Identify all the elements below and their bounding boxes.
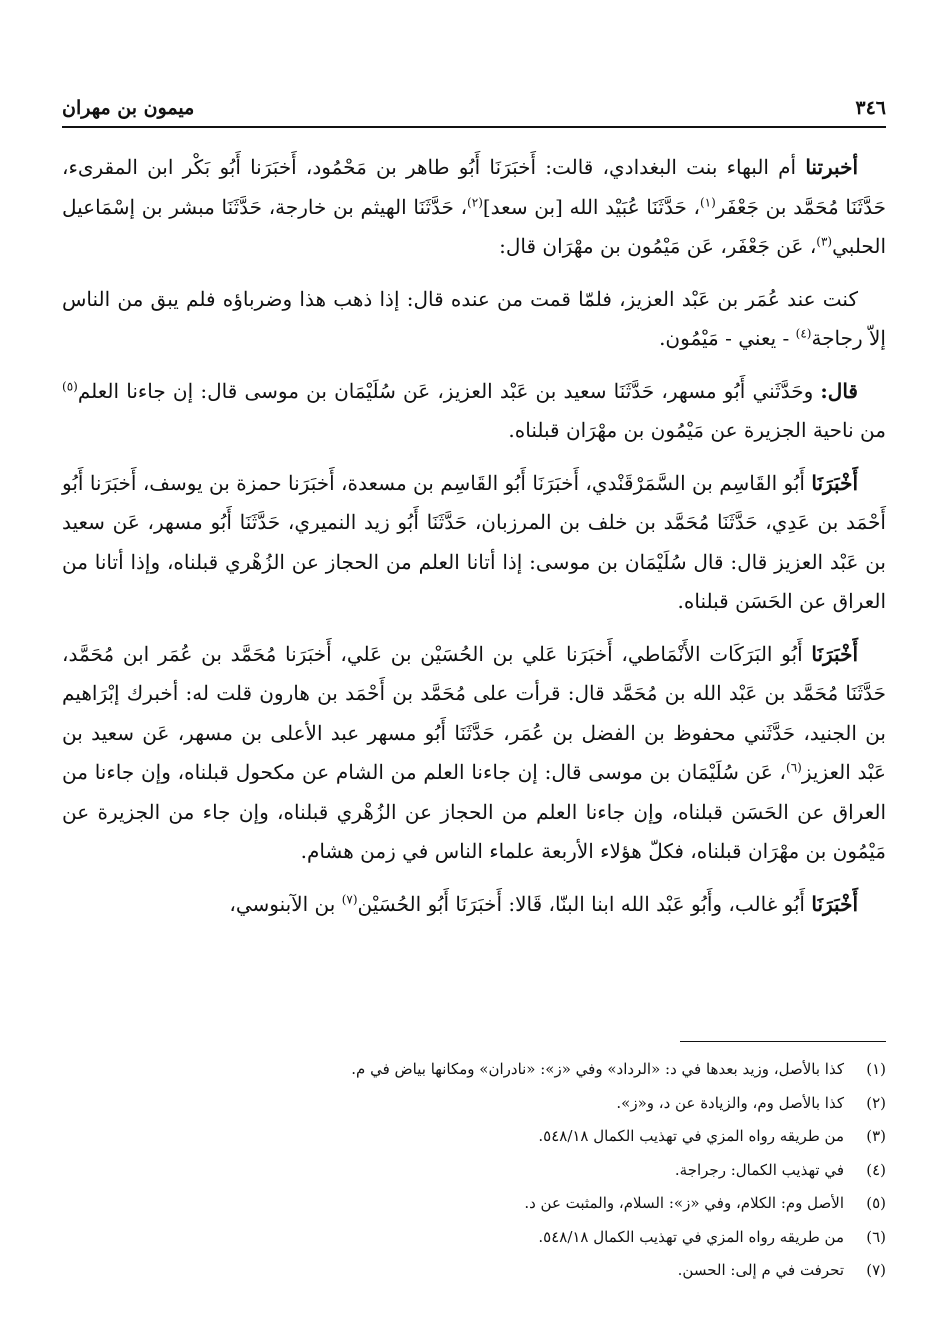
footnote-ref: (٦) [786,760,802,775]
footnote-number: (١) [866,1060,886,1078]
footnote-text: كذا بالأصل وم، والزيادة عن د، و«ز». [616,1093,844,1112]
paragraph-text: أم البهاء بنت البغدادي، قالت: أَخبَرَنَا أَبُو طاهر بن مَحْمُود، أَخبَرَنا أَبُو بَكْر ابن المقرىء، حَدَّثَنَا مُحَمَّد بن جَعْفَر [62,155,886,219]
footnote-ref: (٧) [341,891,358,906]
paragraph-lead: أخبرتنا [805,155,858,179]
paragraph [62,464,886,622]
footnote-text: كذا بالأصل، وزيد بعدها في د: «الرداد» وفي «ز»: «نادران» ومكانها بياض في م. [351,1060,844,1078]
paragraph-text: كنت عند عُمَر بن عَبْد العزيز، فلمّا قمت من عنده قال: إذا ذهب هذا وضرباؤه فلم يبق من الناس إلاّ رجاجة [62,286,886,350]
footnote-ref: (٥) [62,378,78,393]
footnote-text: الأصل وم: الكلام، وفي «ز»: السلام، والمثبت عن د. [524,1194,844,1212]
footnote-number: (٢) [866,1093,886,1112]
footnote [62,1221,886,1255]
paragraph [62,635,886,872]
paragraph-text: بن الآبنوسي، [229,891,342,916]
paragraph-lead: أَخْبَرَنَا [811,470,858,495]
footnote-number: (٧) [866,1261,886,1279]
footnote-ref: (٢) [467,194,483,209]
paragraph-lead: أَخْبَرَنَا [811,891,858,916]
footnote-number: (٤) [866,1160,886,1179]
paragraph-lead: أَخْبَرَنَا [811,641,858,666]
footnote-text: تحرفت في م إلى: الحسن. [677,1261,844,1279]
paragraph-text: ، حَدَّثَنَا عُبَيْد الله [بن سعد] [482,194,700,219]
footnote [62,1254,886,1288]
paragraph-text: وحَدَّثَني أَبُو مسهر، حَدَّثَنَا سعيد بن عَبْد العزيز، عَن سُلَيْمَان بن موسى قال: إن جاءنا العلم [77,378,821,403]
footnote-divider [680,1041,886,1042]
main-text [62,148,886,937]
paragraph [62,280,886,359]
paragraph-lead: قال: [820,378,858,403]
footnote-ref: (٤) [795,326,812,341]
paragraph [62,372,886,451]
page-number: ٣٤٦ [855,97,886,119]
paragraph-text: أَبُو القَاسِم بن السَّمَرْقَنْدي، أَخبَرَنَا أَبُو القَاسِم بن مسعدة، أَخبَرَنا حمزة بن يوسف، أَخبَرَنا أَبُو أَحْمَد بن عَدِي، حَدَّثَنَا مُحَمَّد بن خلف بن المرزبان، حَدَّثَنَا أَبُو زيد النميري، حَدَّثَنَا أَبُو مسهر، عَن سعيد بن عَبْد العزيز قال: قال سُلَيْمَان بن موسى: إذا أتانا العلم من الحجاز عن الزُهْري قبلناه، وإذا أتانا من العراق عن الحَسَن قبلناه. [62,470,886,613]
running-title: ميمون بن مهران [62,97,195,119]
paragraph [62,148,886,267]
footnote [62,1154,886,1188]
footnote [62,1053,886,1087]
paragraph-text: ، عَن جَعْفَر، عَن مَيْمُون بن مهْرَان قال: [499,234,817,258]
footnote [62,1187,886,1221]
footnote-ref: (١) [699,194,716,209]
paragraph-text: - يعني - مَيْمُون. [659,326,796,350]
footnote-text: من طريقه رواه المزي في تهذيب الكمال ٥٤٨/١٨. [538,1227,844,1246]
footnote [62,1087,886,1121]
footnote-ref: (٣) [816,234,833,249]
footnote-text: في تهذيب الكمال: رجراجة. [674,1160,844,1179]
paragraph-text: ، عَن سُلَيْمَان بن موسى قال: إن جاءنا العلم من الشام عن مكحول قبلناه، وإن جاءنا من العراق عن الحَسَن قبلناه، وإن جاءنا العلم من الحجاز عن الزُهْري قبلناه، وإن جاء من الجزيرة عن مَيْمُون بن مهْرَان قبلناه، فكلّ هؤلاء الأربعة علماء الناس في زمن هشام. [62,760,886,863]
footnotes [62,1053,886,1288]
paragraph [62,885,886,925]
paragraph-text: أَبُو غالب، وأَبُو عَبْد الله ابنا البنّا، قَالا: أَخبَرَنَا أَبُو الحُسَيْن [357,891,812,916]
paragraph-text: أَبُو البَرَكَات الأَنْمَاطي، أَخبَرَنا عَلي بن الحُسَيْن بن عَلي، أَخبَرَنا مُحَمَّد بن عُمَر ابن مُحَمَّد، حَدَّثَنَا مُحَمَّد بن عَبْد الله بن مُحَمَّد قال: قرأت على مُحَمَّد بن أَحْمَد بن هارون قلت له: أخبرك إبْرَاهيم بن الجنيد، حَدَّثَني محفوظ بن الفضل بن عُمَر، حَدَّثَنَا أَبُو مسهر عبد الأعلى بن مسهر، عَن سعيد بن عَبْد العزيز [62,641,886,784]
footnote-number: (٣) [866,1127,886,1145]
footnote-number: (٥) [866,1194,886,1212]
footnote-number: (٦) [866,1227,886,1246]
paragraph-text: ، حَدَّثَنَا الهيثم بن خارجة، حَدَّثَنَا مبشر بن إسْمَاعيل الحلبي [62,194,886,258]
page-header [62,90,886,128]
footnote [62,1120,886,1154]
paragraph-text: من ناحية الجزيرة عن مَيْمُون بن مهْرَان قبلناه. [508,418,886,442]
footnote-text: من طريقه رواه المزي في تهذيب الكمال ٥٤٨/١٨. [538,1127,844,1145]
